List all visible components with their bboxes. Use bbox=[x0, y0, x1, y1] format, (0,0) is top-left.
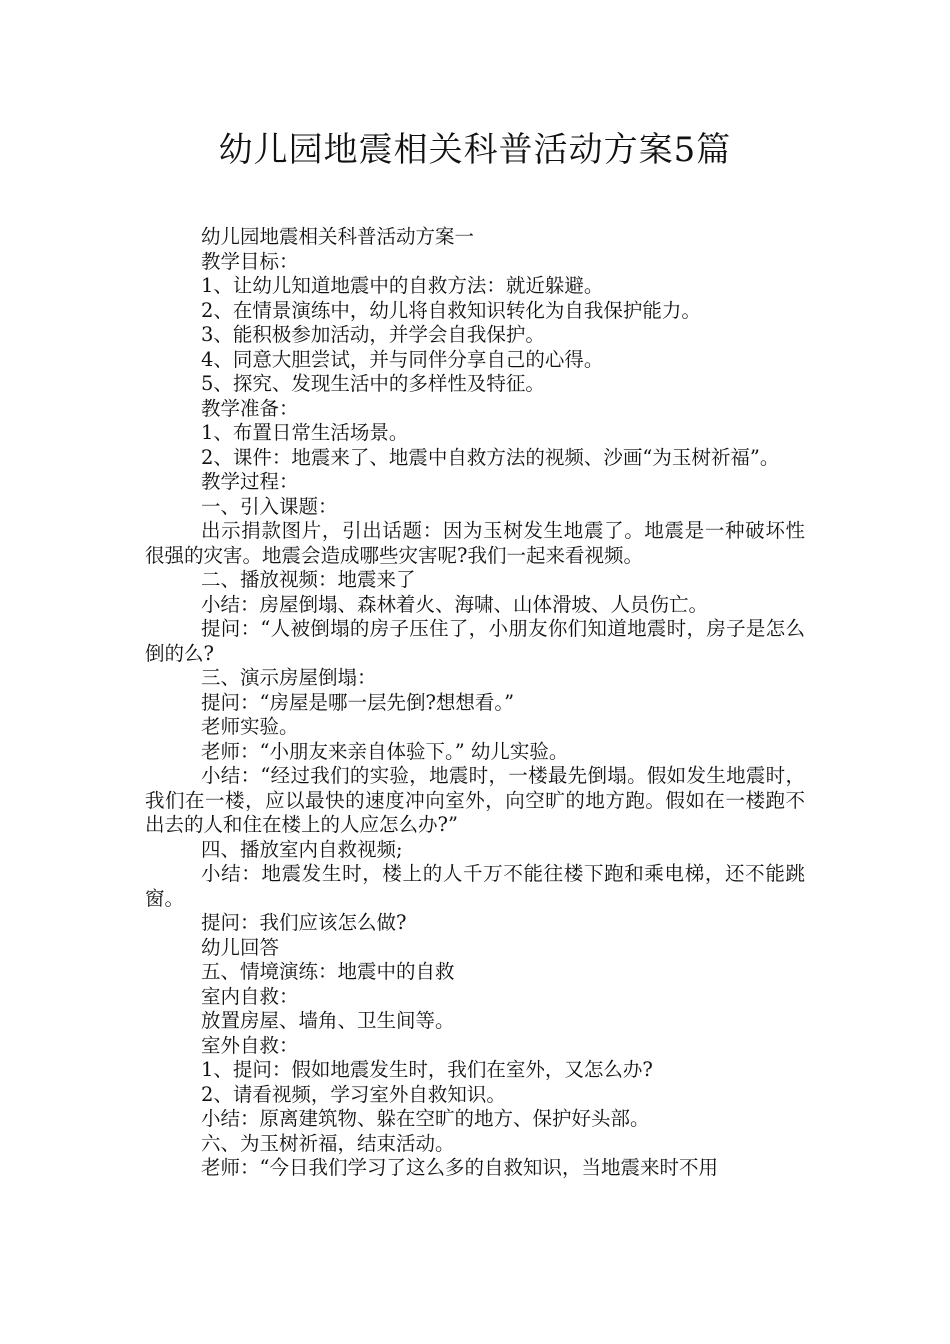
paragraph: 3、能积极参加活动，并学会自我保护。 bbox=[201, 323, 545, 346]
paragraph: 二、播放视频：地震来了 bbox=[201, 568, 416, 591]
paragraph: 教学目标： bbox=[201, 249, 299, 273]
paragraph: 室内自救： bbox=[201, 984, 299, 1008]
paragraph: 1、让幼儿知道地震中的自救方法：就近躲避。 bbox=[201, 274, 604, 297]
paragraph: 教学准备： bbox=[201, 396, 299, 420]
paragraph: 2、请看视频，学习室外自救知识。 bbox=[201, 1082, 506, 1106]
paragraph: 小结：“经过我们的实验，地震时，一楼最先倒塌。假如发生地震时，我们在一楼，应以最快的速度冲向室外，向空旷的地方跑。假如在一楼跑不出去的人和住在楼上的人应怎么办?” bbox=[145, 764, 805, 836]
paragraph: 2、在情景演练中，幼儿将自救知识转化为自我保护能力。 bbox=[201, 298, 701, 322]
paragraph: 提问：“人被倒塌的房子压住了，小朋友你们知道地震时，房子是怎么倒的么? bbox=[145, 617, 805, 665]
paragraph: 幼儿园地震相关科普活动方案一 bbox=[201, 225, 475, 248]
paragraph: 三、演示房屋倒塌： bbox=[201, 666, 377, 689]
paragraph: 1、布置日常生活场景。 bbox=[201, 421, 409, 444]
paragraph: 小结：房屋倒塌、森林着火、海啸、山体滑坡、人员伤亡。 bbox=[201, 592, 709, 616]
paragraph: 教学过程： bbox=[201, 470, 299, 493]
paragraph: 四、播放室内自救视频; bbox=[201, 837, 403, 861]
paragraph: 提问：我们应该怎么做? bbox=[201, 911, 407, 934]
document-title: 幼儿园地震相关科普活动方案5篇 bbox=[218, 130, 732, 170]
paragraph: 1、提问：假如地震发生时，我们在室外，又怎么办? bbox=[201, 1058, 653, 1081]
paragraph: 小结：地震发生时，楼上的人千万不能往楼下跑和乘电梯，还不能跳窗。 bbox=[145, 862, 805, 910]
paragraph: 提问：“房屋是哪一层先倒?想想看。” bbox=[201, 690, 515, 714]
paragraph: 出示捐款图片，引出话题：因为玉树发生地震了。地震是一种破坏性很强的灾害。地震会造成哪些灾害呢?我们一起来看视频。 bbox=[145, 519, 805, 567]
paragraph: 放置房屋、墙角、卫生间等。 bbox=[201, 1009, 455, 1032]
paragraph: 5、探究、发现生活中的多样性及特征。 bbox=[201, 372, 545, 395]
paragraph: 老师实验。 bbox=[201, 715, 299, 738]
paragraph: 五、情境演练：地震中的自救 bbox=[201, 960, 455, 983]
document-body bbox=[145, 225, 805, 1181]
paragraph: 六、为玉树祈福，结束活动。 bbox=[201, 1131, 455, 1155]
paragraph: 一、引入课题： bbox=[201, 494, 338, 518]
paragraph: 幼儿回答 bbox=[201, 935, 280, 959]
paragraph: 小结：原离建筑物、躲在空旷的地方、保护好头部。 bbox=[201, 1107, 650, 1130]
paragraph: 老师：“小朋友来亲自体验下。” 幼儿实验。 bbox=[201, 739, 569, 763]
paragraph: 4、同意大胆尝试，并与同伴分享自己的心得。 bbox=[201, 347, 604, 371]
paragraph: 老师：“今日我们学习了这么多的自救知识，当地震来时不用 bbox=[201, 1156, 718, 1179]
paragraph: 室外自救： bbox=[201, 1033, 299, 1057]
paragraph: 2、课件：地震来了、地震中自救方法的视频、沙画“为玉树祈福”。 bbox=[201, 445, 780, 469]
